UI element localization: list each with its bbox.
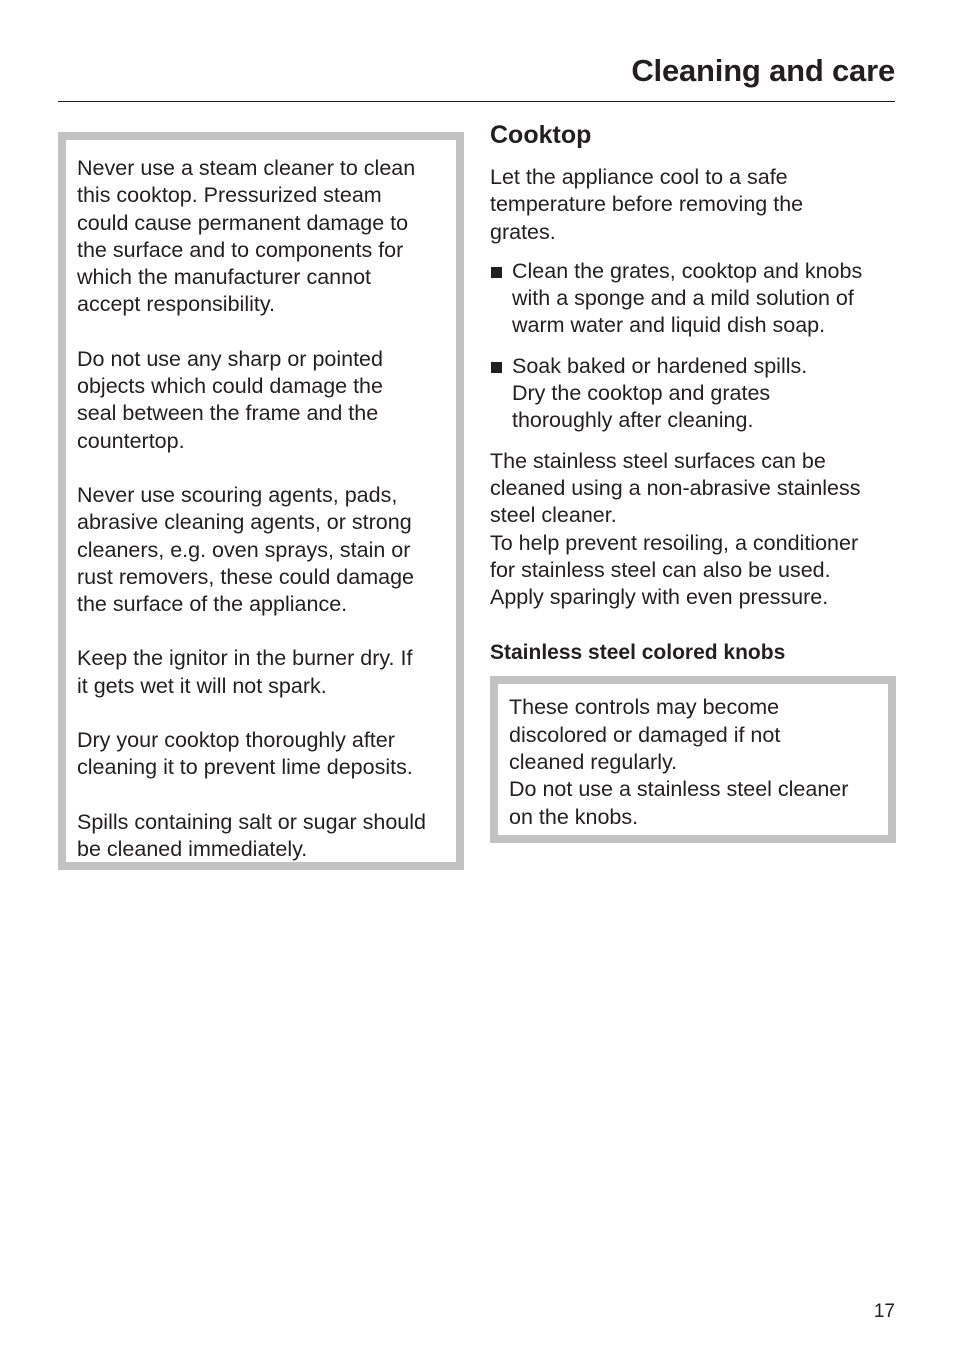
stainless-steel-paragraph: The stainless steel surfaces can be cleaned using a non-abrasive stainless steel cleaner. To help prevent resoiling, a conditioner for stainless steel can also be used. Apply sparingly with even pressure. [490,448,861,610]
page-title: Cleaning and care [631,53,895,88]
square-bullet-icon [491,362,502,373]
warning-lime-deposits: Dry your cooktop thoroughly after cleaning it to prevent lime deposits. [77,728,413,780]
list-item: Clean the grates, cooktop and knobs with a sponge and a mild solution of warm water and liquid dish soap. [490,258,900,340]
subsection-title-knobs: Stainless steel colored knobs [490,641,786,665]
warning-ignitor-dry: Keep the ignitor in the burner dry. If it gets wet it will not spark. [77,646,413,698]
knobs-note-text: These controls may become discolored or damaged if not cleaned regularly. Do not use a stainless steel cleaner on the knobs. [509,695,849,829]
warning-scouring-agents: Never use scouring agents, pads, abrasive cleaning agents, or strong cleaners, e.g. oven sprays, stain or rust removers, these could damage the surface of the appliance. [77,482,414,617]
page-header [58,52,895,102]
cleaning-steps-list [490,258,900,435]
square-bullet-icon [491,267,502,278]
warning-salt-sugar-spills: Spills containing salt or sugar should be cleaned immediately. [77,809,426,861]
knobs-note-box [490,676,896,842]
list-item: Soak baked or hardened spills. Dry the cooktop and grates thoroughly after cleaning. [490,353,900,435]
section-title-cooktop: Cooktop [490,121,592,149]
warning-box [58,132,464,870]
warning-sharp-objects: Do not use any sharp or pointed objects which could damage the seal between the frame and the countertop. [77,346,383,453]
page-number: 17 [873,1301,895,1322]
warning-steam-cleaner: Never use a steam cleaner to clean this cooktop. Pressurized steam could cause permanent damage to the surface and to components for which the manufacturer cannot accept responsibility. [77,156,416,317]
cooktop-intro-paragraph: Let the appliance cool to a safe temperature before removing the grates. [490,165,804,244]
cooktop-section [490,118,900,843]
